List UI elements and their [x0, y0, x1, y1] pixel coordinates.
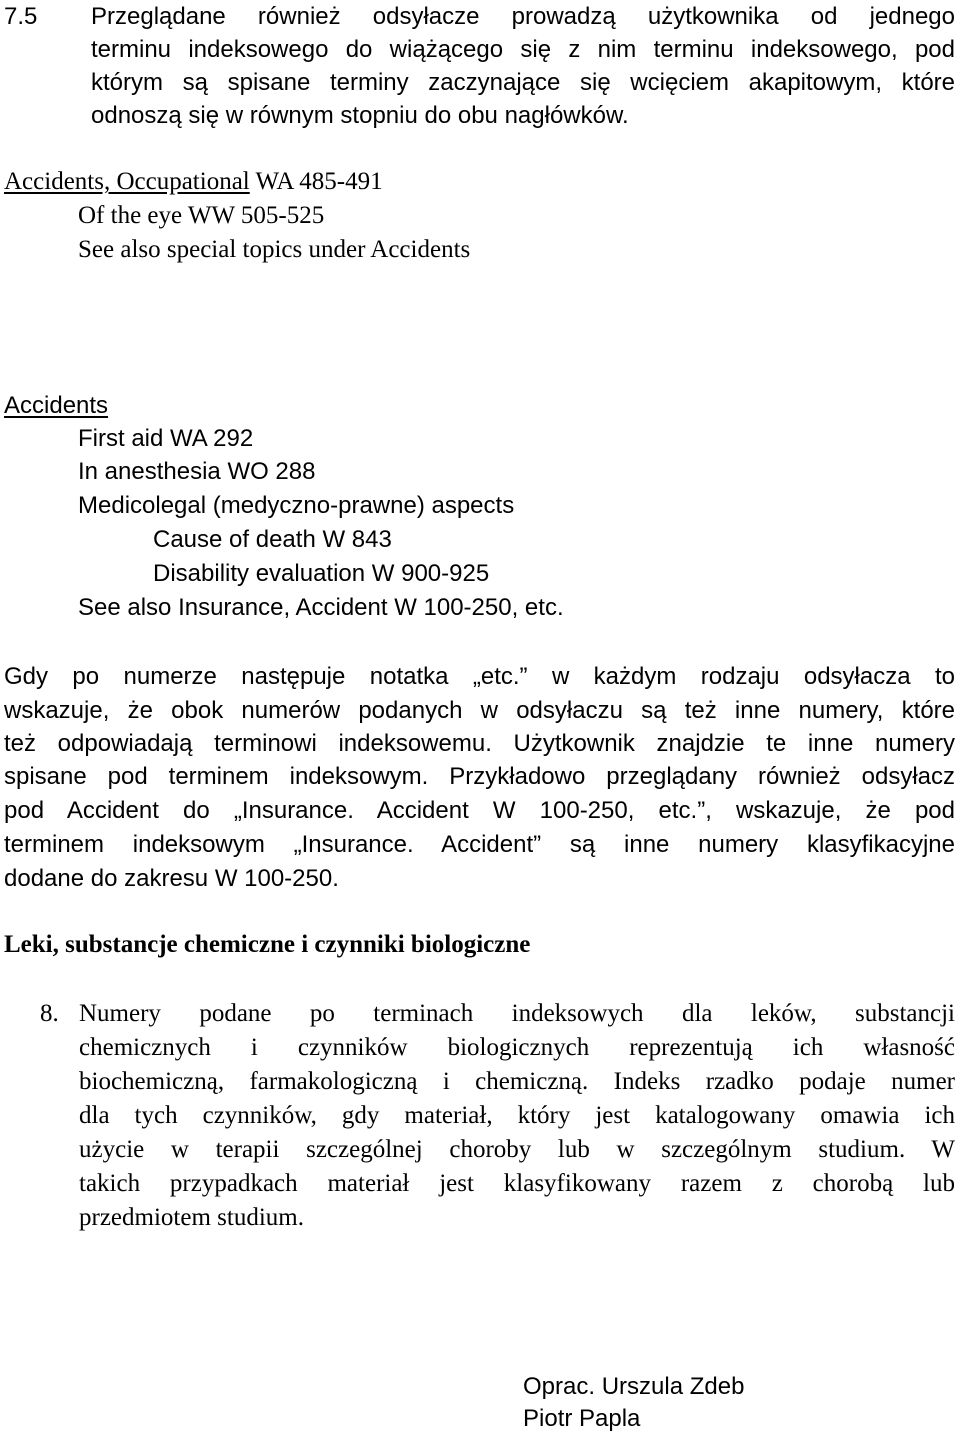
note-line-6: terminem indeksowym „Insurance. Accident” są inne numery klasyfikacyjne — [4, 831, 955, 858]
section-8-line-6: takich przypadkach materiał jest klasyfikowany razem z chorobą lub — [79, 1170, 955, 1197]
section-number-7-5: 7.5 — [4, 3, 38, 30]
example1-heading: Accidents, Occupational — [4, 168, 250, 195]
example2-item-1: First aid WA 292 — [78, 425, 254, 452]
signature-line-1: Oprac. Urszula Zdeb — [523, 1373, 745, 1400]
example2-item-3: Medicolegal (medyczno-prawne) aspects — [78, 492, 515, 519]
note-line-5: pod Accident do „Insurance. Accident W 100-250, etc.”, wskazuje, że pod — [4, 797, 955, 824]
section-heading: Leki, substancje chemiczne i czynniki biologiczne — [4, 931, 531, 958]
note-line-1: Gdy po numerze następuje notatka „etc.” w każdym rodzaju odsyłacza to — [4, 663, 955, 690]
example2-see-also: See also Insurance, Accident W 100-250, etc. — [78, 594, 564, 621]
section-7-5-line-2: terminu indeksowego do wiążącego się z nim terminu indeksowego, pod — [91, 36, 955, 63]
example2-subitem-2: Disability evaluation W 900-925 — [153, 560, 490, 587]
note-line-7: dodane do zakresu W 100-250. — [4, 865, 339, 892]
example1-sub-1: Of the eye WW 505-525 — [78, 202, 325, 229]
signature-line-2: Piotr Papla — [523, 1405, 641, 1432]
note-line-3: też odpowiadają terminowi indeksowemu. Użytkownik znajdzie te inne numery — [4, 730, 955, 757]
section-8-line-7: przedmiotem studium. — [79, 1204, 304, 1231]
example1-sub-2: See also special topics under Accidents — [78, 236, 471, 263]
example2-item-2: In anesthesia WO 288 — [78, 458, 316, 485]
example1-heading-ref: WA 485-491 — [249, 168, 383, 195]
section-7-5-line-1: Przeglądane również odsyłacze prowadzą użytkownika od jednego — [91, 3, 955, 30]
section-8-line-5: użycie w terapii szczególnej choroby lub w szczególnym studium. W — [79, 1136, 955, 1163]
note-line-2: wskazuje, że obok numerów podanych w odsyłaczu są też inne numery, które — [4, 697, 955, 724]
example1-entry — [4, 165, 383, 199]
example2-subitem-1: Cause of death W 843 — [153, 526, 392, 553]
example2-heading: Accidents — [4, 392, 109, 419]
note-line-4: spisane pod terminem indeksowym. Przykładowo przeglądany również odsyłacz — [4, 763, 955, 790]
section-8-line-4: dla tych czynników, gdy materiał, który jest katalogowany omawia ich — [79, 1102, 955, 1129]
section-8-line-2: chemicznych i czynników biologicznych reprezentują ich własność — [79, 1034, 955, 1061]
section-number-8: 8. — [40, 1000, 59, 1027]
section-7-5-line-3: którym są spisane terminy zaczynające się wcięciem akapitowym, które — [91, 69, 955, 96]
section-8-line-1: Numery podane po terminach indeksowych dla leków, substancji — [79, 1000, 955, 1027]
section-8-line-3: biochemiczną, farmakologiczną i chemiczną. Indeks rzadko podaje numer — [79, 1068, 955, 1095]
section-7-5-line-4: odnoszą się w równym stopniu do obu nagłówków. — [91, 102, 629, 129]
